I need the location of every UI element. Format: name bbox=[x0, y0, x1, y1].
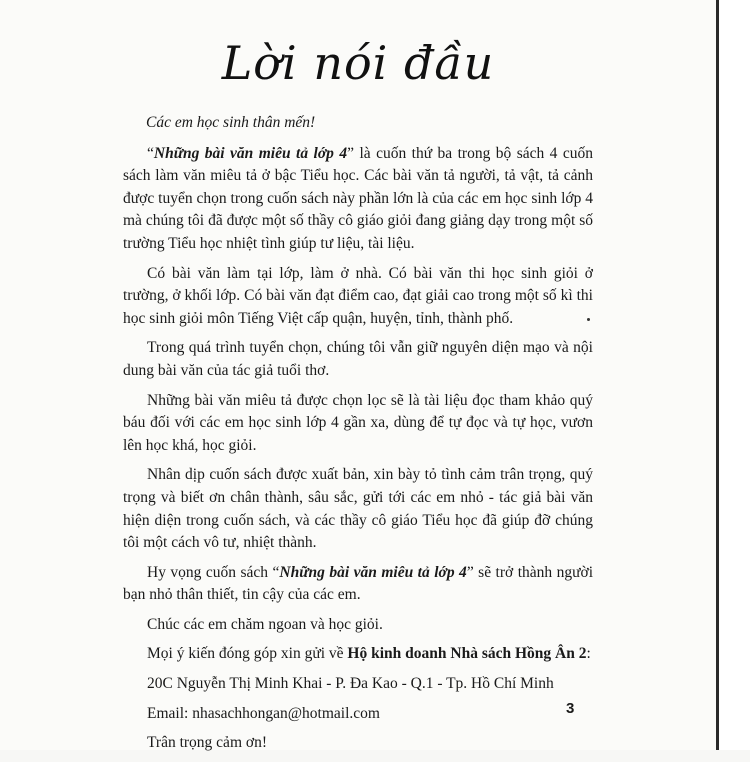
greeting: Các em học sinh thân mến! bbox=[146, 114, 316, 131]
book-title: Những bài văn miêu tả lớp 4 bbox=[279, 563, 467, 581]
book-title: Những bài văn miêu tả lớp 4 bbox=[153, 144, 348, 162]
preface-body bbox=[123, 112, 593, 762]
email-line: Email: nhasachhongan@hotmail.com bbox=[147, 704, 380, 722]
paragraph-5: Nhân dịp cuốn sách được xuất bản, xin bày tỏ tình cảm trân trọng, quý trọng và biết ơn chân thành, sâu sắc, gửi tới các em nhỏ - tác giả bài văn hiện diện trong cuốn sách, và các thầy cô giáo Tiểu học đã giúp đỡ chúng tôi một cách vô tư, nhiệt thành. bbox=[123, 466, 593, 552]
paragraph-2: Có bài văn làm tại lớp, làm ở nhà. Có bài văn thi học sinh giỏi ở trường, ở khối lớp. Có bài văn đạt điểm cao, đạt giải cao trong một số kì thi học sinh giỏi môn Tiếng Việt cấp quận, huyện, tỉnh, thành phố. bbox=[123, 264, 593, 327]
contact-line: Mọi ý kiến đóng góp xin gửi về Hộ kinh doanh Nhà sách Hồng Ân 2: bbox=[147, 645, 591, 663]
print-speck bbox=[587, 318, 590, 321]
wish-line: Chúc các em chăm ngoan và học giỏi. bbox=[147, 615, 383, 633]
paragraph-4: Những bài văn miêu tả được chọn lọc sẽ là tài liệu đọc tham khảo quý báu đối với các em học sinh lớp 4 gần xa, dùng để tự đọc và tự học, vươn lên học khá, học giỏi. bbox=[123, 391, 593, 454]
paragraph-6: Hy vọng cuốn sách “Những bài văn miêu tả lớp 4” sẽ trở thành người bạn nhỏ thân thiết, tin cậy của các em. bbox=[123, 563, 594, 604]
page-margin bbox=[719, 0, 750, 750]
closing-line: Trân trọng cảm ơn! bbox=[147, 734, 267, 752]
page-number: 3 bbox=[566, 700, 575, 717]
paragraph-1: “Những bài văn miêu tả lớp 4” là cuốn thứ ba trong bộ sách 4 cuốn sách làm văn miêu tả ở bậc Tiểu học. Các bài văn tả người, tả vật, tả cảnh được tuyển chọn trong cuốn sách này phần lớn là của các em học sinh lớp 4 mà chúng tôi đã được một số thầy cô giáo giỏi đang giảng dạy trong một số trường Tiểu học nhiệt tình giúp tư liệu, tài liệu. bbox=[123, 144, 593, 252]
address-line: 20C Nguyễn Thị Minh Khai - P. Đa Kao - Q.1 - Tp. Hồ Chí Minh bbox=[147, 675, 554, 693]
publisher-name: Hộ kinh doanh Nhà sách Hồng Ân 2 bbox=[347, 645, 587, 663]
page-title: Lời nói đầu bbox=[221, 36, 495, 90]
paragraph-3: Trong quá trình tuyển chọn, chúng tôi vẫn giữ nguyên diện mạo và nội dung bài văn của tác giả tuổi thơ. bbox=[123, 339, 593, 379]
